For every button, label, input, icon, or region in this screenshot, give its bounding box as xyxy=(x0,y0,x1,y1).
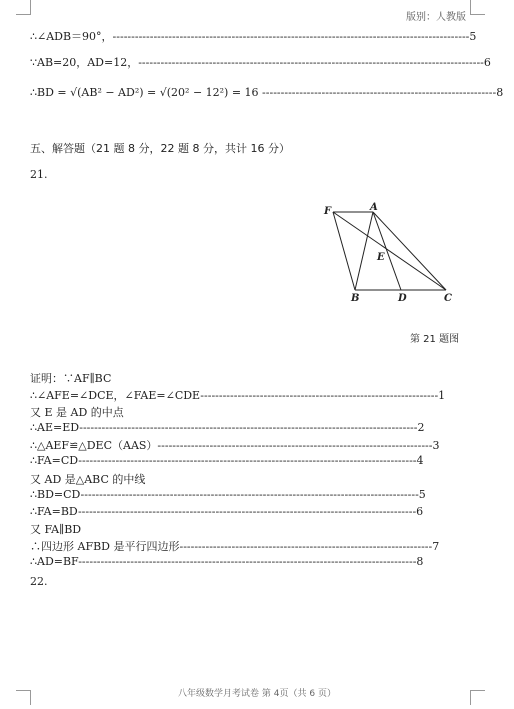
proof-line: 又 E 是 AD 的中点 xyxy=(30,406,124,419)
segment-ad xyxy=(373,212,401,290)
proof-line: 又 FA∥BD xyxy=(30,523,82,536)
proof-line: ∴四边形 AFBD 是平行四边形--------------------------------------------------------------------7 xyxy=(30,540,440,553)
segment-ab xyxy=(355,212,373,290)
solution-line-5: ∴∠ADB＝90°，------------------------------------------------------------------------------------------------5 xyxy=(30,30,477,43)
proof-line: ∴∠AFE=∠DCE，∠FAE=∠CDE----------------------------------------------------------------1 xyxy=(30,389,446,402)
section-title: 五、解答题（21 题 8 分，22 题 8 分，共计 16 分） xyxy=(30,142,290,155)
proof-line: ∴AD=BF-------------------------------------------------------------------------------------------8 xyxy=(30,555,424,568)
proof-line: ∴FA=BD-------------------------------------------------------------------------------------------6 xyxy=(30,505,424,518)
point-label-a: A xyxy=(370,202,378,213)
corner-mark-top-left xyxy=(16,0,31,15)
point-label-f: F xyxy=(324,206,332,217)
segment-ac xyxy=(373,212,446,290)
proof-line: ∴AE=ED-------------------------------------------------------------------------------------------2 xyxy=(30,421,425,434)
question-22-number: 22. xyxy=(30,575,48,588)
segment-fc xyxy=(333,212,446,290)
question-21-number: 21. xyxy=(30,168,48,181)
page-footer: 八年级数学月考试卷 第 4页（共 6 页） xyxy=(178,689,336,699)
point-label-b: B xyxy=(351,293,360,304)
solution-line-8: ∴BD = √(AB² − AD²) = √(20² − 12²) = 16 ---------------------------------------------------------------8 xyxy=(30,86,504,99)
proof-line: ∴BD=CD-------------------------------------------------------------------------------------------5 xyxy=(30,488,426,501)
proof-line: ∴△AEF≌△DEC（AAS）--------------------------------------------------------------------------3 xyxy=(30,439,440,452)
proof-line: ∴FA=CD-------------------------------------------------------------------------------------------4 xyxy=(30,454,424,467)
figure-caption: 第 21 题图 xyxy=(410,334,460,345)
point-label-c: C xyxy=(444,293,452,304)
point-label-e: E xyxy=(377,252,385,263)
proof-line: 又 AD 是△ABC 的中线 xyxy=(30,473,146,486)
corner-mark-top-right xyxy=(470,0,485,15)
geometry-figure xyxy=(318,200,468,304)
point-label-d: D xyxy=(398,293,407,304)
proof-line: 证明：∵AF∥BC xyxy=(30,372,112,385)
version-label: 版别：人教版 xyxy=(406,12,466,23)
solution-line-6: ∵AB=20，AD=12，---------------------------------------------------------------------------------------------6 xyxy=(30,56,491,69)
segment-fb xyxy=(333,212,355,290)
